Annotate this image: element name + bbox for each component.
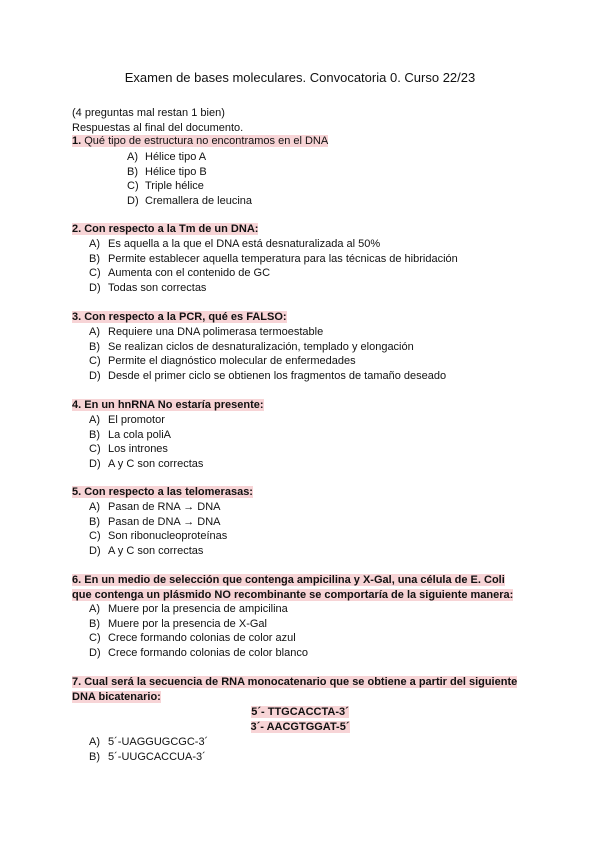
question-3-title bbox=[72, 310, 287, 325]
option bbox=[89, 529, 227, 544]
question-5-text: 5. Con respecto a las telomerasas: bbox=[72, 486, 253, 498]
question-3-options bbox=[89, 325, 446, 383]
option-letter: B) bbox=[127, 165, 138, 178]
option-letter: B) bbox=[89, 428, 100, 441]
option bbox=[89, 457, 203, 472]
question-1-title bbox=[72, 134, 328, 149]
question-7-options bbox=[89, 735, 208, 764]
option-letter: D) bbox=[89, 544, 101, 557]
dna-sequence bbox=[0, 705, 600, 734]
question-6-title bbox=[72, 573, 513, 602]
option-text: Los intrones bbox=[108, 443, 168, 456]
option bbox=[89, 237, 458, 252]
option bbox=[89, 354, 446, 369]
option-text: A y C son correctas bbox=[108, 544, 204, 557]
option bbox=[89, 325, 446, 340]
option bbox=[89, 500, 227, 515]
option-text: Son ribonucleoproteínas bbox=[108, 530, 228, 543]
option-text: Crece formando colonias de color blanco bbox=[108, 646, 308, 659]
sequence-strand-bottom: 3´- AACGTGGAT-5´ bbox=[250, 720, 350, 733]
option-text: Pasan de RNA → DNA bbox=[108, 501, 221, 513]
question-7-title bbox=[72, 675, 517, 704]
option-letter: D) bbox=[89, 281, 101, 294]
intro-block bbox=[72, 106, 243, 135]
option bbox=[89, 428, 203, 443]
option-text: Todas son correctas bbox=[108, 281, 207, 294]
question-7-line: DNA bicatenario: bbox=[72, 690, 161, 703]
option-letter: C) bbox=[89, 355, 101, 368]
question-2-title bbox=[72, 222, 258, 237]
option bbox=[89, 252, 458, 267]
option-text: Permite el diagnóstico molecular de enfermedades bbox=[108, 355, 356, 368]
option bbox=[89, 602, 308, 617]
option-letter: C) bbox=[89, 443, 101, 456]
option-text: Muere por la presencia de ampicilina bbox=[108, 603, 288, 615]
option bbox=[89, 442, 203, 457]
option-text: Triple hélice bbox=[145, 180, 204, 193]
intro-line: (4 preguntas mal restan 1 bien) bbox=[72, 107, 225, 119]
question-5-title bbox=[72, 485, 253, 500]
option-letter: B) bbox=[89, 340, 100, 353]
option-letter: C) bbox=[89, 632, 101, 645]
option-text: Hélice tipo B bbox=[145, 165, 207, 178]
option-text: 5´-UAGGUGCGC-3´ bbox=[108, 736, 209, 748]
option-letter: A) bbox=[89, 238, 100, 250]
question-6-line: que contenga un plásmido NO recombinante se comportaría de la siguiente manera: bbox=[72, 588, 514, 601]
option-letter: B) bbox=[89, 252, 100, 265]
option bbox=[89, 544, 227, 559]
question-2-text: 2. Con respecto a la Tm de un DNA: bbox=[72, 223, 259, 235]
option-text: Aumenta con el contenido de GC bbox=[108, 267, 271, 280]
option-text: Se realizan ciclos de desnaturalización, templado y elongación bbox=[108, 340, 414, 353]
option-text: Cremallera de leucina bbox=[145, 194, 252, 207]
option bbox=[89, 631, 308, 646]
option-text: Pasan de DNA → DNA bbox=[108, 515, 221, 528]
question-4-title bbox=[72, 398, 264, 413]
option bbox=[89, 750, 208, 765]
option bbox=[127, 179, 252, 194]
option bbox=[127, 150, 252, 165]
option bbox=[89, 281, 458, 296]
question-3-text: 3. Con respecto a la PCR, qué es FALSO: bbox=[72, 311, 287, 323]
option-letter: C) bbox=[127, 180, 139, 193]
option bbox=[89, 369, 446, 384]
option-letter: C) bbox=[89, 267, 101, 280]
option-letter: A) bbox=[89, 501, 100, 513]
option bbox=[89, 413, 203, 428]
option-text: Requiere una DNA polimerasa termoestable bbox=[108, 326, 324, 338]
option bbox=[89, 617, 308, 632]
sequence-strand-top: 5´- TTGCACCTA-3´ bbox=[251, 706, 349, 718]
option-text: Es aquella a la que el DNA está desnaturalizada al 50% bbox=[108, 238, 381, 250]
option-text: Permite establecer aquella temperatura para las técnicas de hibridación bbox=[108, 252, 458, 265]
option-letter: A) bbox=[89, 603, 100, 615]
option-letter: B) bbox=[89, 750, 100, 763]
option-text: El promotor bbox=[108, 414, 165, 426]
option-letter: D) bbox=[127, 194, 139, 207]
option bbox=[89, 646, 308, 661]
option bbox=[127, 165, 252, 180]
option-letter: A) bbox=[89, 736, 100, 748]
option-letter: D) bbox=[89, 457, 101, 470]
option-letter: B) bbox=[89, 515, 100, 528]
option-text: Crece formando colonias de color azul bbox=[108, 632, 296, 645]
question-1-options bbox=[127, 150, 252, 208]
option bbox=[89, 735, 208, 750]
option-letter: A) bbox=[127, 151, 138, 163]
option-letter: B) bbox=[89, 617, 100, 630]
option bbox=[89, 515, 227, 530]
option-letter: C) bbox=[89, 530, 101, 543]
option-letter: D) bbox=[89, 369, 101, 382]
question-1-number: 1. bbox=[72, 135, 82, 147]
intro-line: Respuestas al final del documento. bbox=[72, 121, 244, 134]
question-2-options bbox=[89, 237, 458, 295]
question-7-line: 7. Cual será la secuencia de RNA monocatenario que se obtiene a partir del siguiente bbox=[72, 676, 518, 688]
option-letter: D) bbox=[89, 646, 101, 659]
question-4-text: 4. En un hnRNA No estaría presente: bbox=[72, 399, 264, 411]
question-6-options bbox=[89, 602, 308, 660]
option-text: Muere por la presencia de X-Gal bbox=[108, 617, 267, 630]
option-text: La cola poliA bbox=[108, 428, 171, 441]
question-1-text: Qué tipo de estructura no encontramos en el DNA bbox=[84, 135, 329, 147]
question-4-options bbox=[89, 413, 203, 471]
question-5-options bbox=[89, 500, 227, 558]
option bbox=[89, 266, 458, 281]
document-title: Examen de bases moleculares. Convocatoria 0. Curso 22/23 bbox=[124, 70, 476, 85]
option bbox=[89, 340, 446, 355]
option-text: Desde el primer ciclo se obtienen los fragmentos de tamaño deseado bbox=[108, 369, 447, 382]
option-text: 5´-UUGCACCUA-3´ bbox=[108, 750, 206, 763]
option-text: Hélice tipo A bbox=[145, 151, 207, 163]
question-6-line: 6. En un medio de selección que contenga ampicilina y X-Gal, una célula de E. Coli bbox=[72, 574, 505, 586]
option-text: A y C son correctas bbox=[108, 457, 204, 470]
option-letter: A) bbox=[89, 414, 100, 426]
option bbox=[127, 194, 252, 209]
option-letter: A) bbox=[89, 326, 100, 338]
